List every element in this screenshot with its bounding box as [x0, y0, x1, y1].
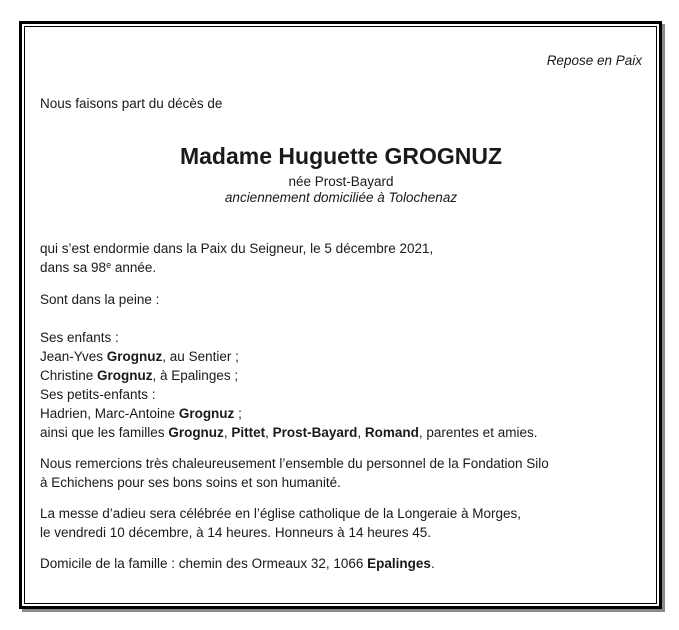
- families-intro: ainsi que les familles: [40, 425, 169, 440]
- death-paragraph: [40, 239, 642, 277]
- service-line-1: La messe d’adieu sera célébrée en l’église catholique de la Longeraie à Morges,: [40, 506, 522, 521]
- family-name-3: Prost-Bayard: [272, 425, 358, 440]
- families-sep-2: ,: [265, 425, 273, 440]
- maiden-name: née Prost-Bayard: [288, 174, 394, 189]
- residence-town: Epalinges: [367, 556, 431, 571]
- epigraph-text: Repose en Paix: [546, 53, 642, 68]
- child-1-surname: Grognuz: [106, 349, 163, 364]
- mourning-header: Sont dans la peine :: [40, 292, 160, 307]
- grandchildren-label: Ses petits-enfants :: [40, 387, 156, 402]
- child-line-1: [40, 347, 642, 366]
- child-2-surname: Grognuz: [97, 368, 153, 383]
- deceased-block: [40, 143, 642, 206]
- grandchild-line: [40, 404, 642, 423]
- families-sep-1: ,: [223, 425, 232, 440]
- child-1-firstname: Jean-Yves: [40, 349, 107, 364]
- death-line-2: [40, 258, 642, 277]
- intro-line: Nous faisons part du décès de: [40, 96, 223, 111]
- grandchild-line-end: ;: [234, 406, 242, 421]
- child-2-place: , à Epalinges ;: [152, 368, 239, 383]
- thanks-paragraph: [40, 454, 642, 492]
- grandchild-surname: Grognuz: [178, 406, 235, 421]
- death-line-2-end: année.: [111, 260, 157, 275]
- residence-line-end: .: [430, 556, 435, 571]
- thanks-line-1: Nous remercions très chaleureusement l’ensemble du personnel de la Fondation Silo: [40, 456, 549, 471]
- families-line-end: , parentes et amies.: [418, 425, 538, 440]
- service-paragraph: [40, 504, 642, 542]
- thanks-line-2: à Echichens pour ses bons soins et son humanité.: [40, 475, 341, 490]
- child-2-firstname: Christine: [40, 368, 98, 383]
- former-residence: anciennement domiciliée à Tolochenaz: [224, 190, 458, 205]
- death-line-2-text: dans sa 98: [40, 260, 107, 275]
- notice-content: [25, 27, 656, 573]
- child-1-place: , au Sentier ;: [162, 349, 239, 364]
- family-name-4: Romand: [364, 425, 419, 440]
- deceased-name: Madame Huguette GROGNUZ: [179, 143, 503, 169]
- service-line-2: le vendredi 10 décembre, à 14 heures. Honneurs à 14 heures 45.: [40, 525, 432, 540]
- notice-inner-frame: [24, 26, 657, 604]
- residence-address: Domicile de la famille : chemin des Ormeaux 32, 1066: [40, 556, 368, 571]
- families-line: [40, 423, 642, 442]
- grandchild-firstnames: Hadrien, Marc-Antoine: [40, 406, 179, 421]
- family-block: [40, 328, 642, 442]
- family-name-1: Grognuz: [168, 425, 224, 440]
- residence-line: [40, 554, 642, 573]
- families-sep-3: ,: [357, 425, 365, 440]
- child-line-2: [40, 366, 642, 385]
- death-line-1: qui s’est endormie dans la Paix du Seigneur, le 5 décembre 2021,: [40, 241, 434, 256]
- notice-border-frame: [19, 21, 662, 609]
- family-name-2: Pittet: [231, 425, 266, 440]
- children-label: Ses enfants :: [40, 330, 119, 345]
- ordinal-superscript: e: [106, 260, 112, 270]
